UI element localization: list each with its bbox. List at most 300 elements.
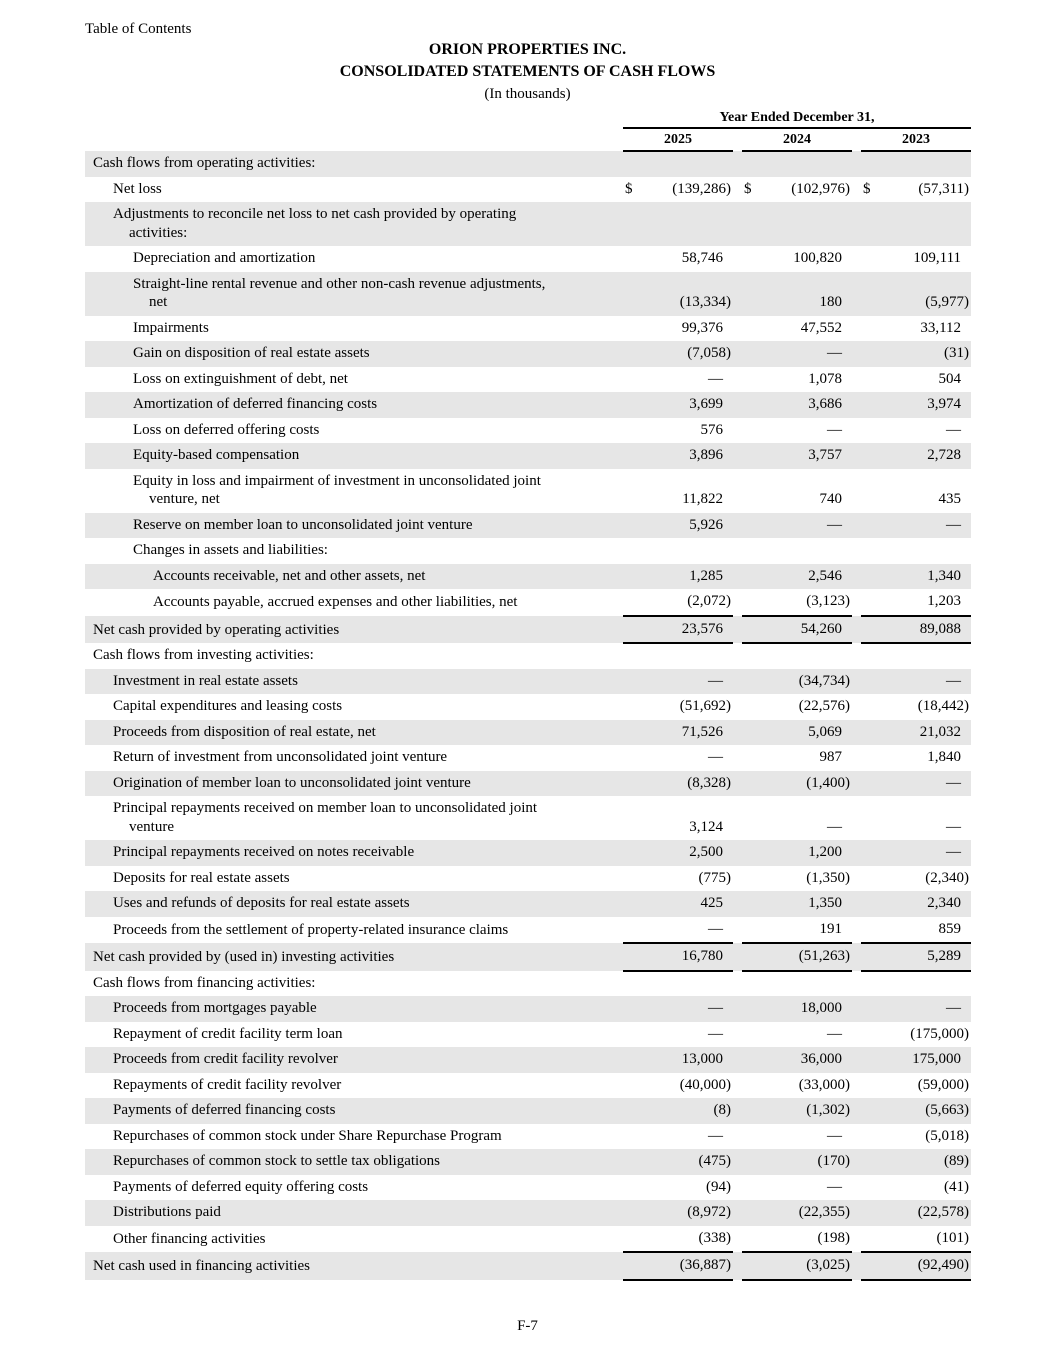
dollar-sign-cell <box>861 1022 883 1048</box>
value-cell: (7,058) <box>645 341 733 367</box>
cash-flow-statement-table <box>85 108 971 1281</box>
column-gap <box>852 694 861 720</box>
row-label: Equity-based compensation <box>85 443 623 469</box>
value-cell: (92,490) <box>883 1252 971 1280</box>
dollar-sign-cell <box>742 316 764 342</box>
table-row <box>85 796 971 840</box>
value-cell: 1,285 <box>645 564 733 590</box>
row-label: Loss on extinguishment of debt, net <box>133 370 348 387</box>
value-cell <box>883 538 971 564</box>
dollar-sign-cell <box>742 202 764 246</box>
column-gap <box>733 128 742 151</box>
value-cell <box>764 151 852 177</box>
value-cell <box>764 971 852 997</box>
table-row <box>85 316 971 342</box>
row-label: Investment in real estate assets <box>85 669 623 695</box>
value-cell <box>883 151 971 177</box>
document-title: CONSOLIDATED STATEMENTS OF CASH FLOWS <box>339 63 716 80</box>
column-gap <box>852 151 861 177</box>
dollar-sign-cell <box>623 1149 645 1175</box>
dollar-sign-cell <box>742 1252 764 1280</box>
column-gap <box>733 917 742 944</box>
value-cell: (1,350) <box>806 869 850 886</box>
column-gap <box>852 1252 861 1280</box>
value-cell: 13,000 <box>645 1047 733 1073</box>
row-label: Deposits for real estate assets <box>113 869 290 886</box>
table-row <box>85 1124 971 1150</box>
value-cell: (22,578) <box>883 1200 971 1226</box>
column-gap <box>852 1175 861 1201</box>
value-cell: (3,025) <box>764 1252 852 1280</box>
dollar-sign-cell <box>623 669 645 695</box>
table-row <box>85 202 971 246</box>
row-label: Cash flows from financing activities: <box>93 974 316 991</box>
row-label: Net cash used in financing activities <box>85 1252 623 1280</box>
column-gap <box>733 177 742 203</box>
value-cell: 1,078 <box>808 370 842 387</box>
dollar-sign-cell <box>861 771 883 797</box>
value-cell <box>883 971 971 997</box>
table-row <box>85 1200 971 1226</box>
dollar-sign-cell <box>623 272 645 316</box>
value-cell: — <box>883 669 971 695</box>
row-label: Return of investment from unconsolidated joint venture <box>113 749 448 765</box>
dollar-sign-cell <box>861 443 883 469</box>
units-note: (In thousands) <box>484 86 571 102</box>
dollar-sign-cell <box>861 564 883 590</box>
dollar-sign-cell <box>623 564 645 590</box>
table-row <box>85 745 971 771</box>
row-label: Gain on disposition of real estate assets <box>85 341 623 367</box>
row-label: Equity in loss and impairment of investment in unconsolidated joint venture, net <box>133 472 541 507</box>
year-column-2023: 2023 <box>861 128 971 151</box>
dollar-sign-cell <box>623 1073 645 1099</box>
row-label: Changes in assets and liabilities: <box>133 542 328 558</box>
dollar-sign-cell <box>623 151 645 177</box>
column-gap <box>733 538 742 564</box>
value-cell: 1,203 <box>883 589 971 616</box>
dollar-sign-cell <box>742 589 764 616</box>
year-column-2024: 2024 <box>742 128 852 151</box>
dollar-sign-cell <box>742 917 764 944</box>
column-gap <box>852 443 861 469</box>
value-cell: (101) <box>883 1226 971 1253</box>
dollar-sign-cell <box>623 392 645 418</box>
value-cell: 3,757 <box>764 443 852 469</box>
dollar-sign-cell <box>861 745 883 771</box>
column-gap <box>852 996 861 1022</box>
dollar-sign-cell <box>742 771 764 797</box>
value-cell: 175,000 <box>883 1047 971 1073</box>
dollar-sign-cell <box>742 745 764 771</box>
column-gap <box>852 513 861 539</box>
value-cell: 5,069 <box>764 720 852 746</box>
column-gap <box>733 1175 742 1201</box>
table-row <box>85 891 971 917</box>
value-cell: — <box>883 513 971 539</box>
dollar-sign-cell <box>742 1047 764 1073</box>
value-cell: 180 <box>764 272 852 316</box>
value-cell: (57,311) <box>918 180 970 197</box>
value-cell: (2,072) <box>645 589 733 616</box>
value-cell: (33,000) <box>798 1076 850 1093</box>
row-label: Proceeds from the settlement of property-related insurance claims <box>113 921 509 938</box>
column-gap <box>852 917 861 944</box>
column-gap <box>852 1098 861 1124</box>
value-cell: (8,328) <box>645 771 733 797</box>
page-number: F-7 <box>517 1318 538 1334</box>
column-gap <box>733 943 742 971</box>
table-row <box>85 866 971 892</box>
dollar-sign-cell <box>742 866 764 892</box>
value-cell: (13,334) <box>645 272 733 316</box>
value-cell: 99,376 <box>681 319 723 336</box>
dollar-sign-cell <box>623 1175 645 1201</box>
column-gap <box>852 643 861 669</box>
value-cell: — <box>708 1025 723 1042</box>
table-row <box>85 513 971 539</box>
value-cell: — <box>883 771 971 797</box>
column-gap <box>733 996 742 1022</box>
row-label: Payments of deferred financing costs <box>85 1098 623 1124</box>
value-cell: (5,977) <box>883 272 971 316</box>
value-cell: (338) <box>645 1226 733 1253</box>
dollar-sign-cell <box>623 840 645 866</box>
dollar-sign-cell <box>742 996 764 1022</box>
value-cell <box>645 538 733 564</box>
value-cell: — <box>645 669 733 695</box>
year-header-row <box>85 128 971 151</box>
dollar-sign-cell <box>861 643 883 669</box>
column-gap <box>733 745 742 771</box>
value-cell: — <box>708 749 723 765</box>
row-label: Loss on deferred offering costs <box>133 421 320 438</box>
dollar-sign-cell <box>861 1175 883 1201</box>
value-cell: 54,260 <box>764 616 852 644</box>
dollar-sign-cell <box>623 1252 645 1280</box>
table-of-contents-link[interactable]: Table of Contents <box>85 21 192 37</box>
dollar-sign-cell <box>623 367 645 393</box>
value-cell: — <box>883 840 971 866</box>
table-row <box>85 669 971 695</box>
dollar-sign-cell <box>861 246 883 272</box>
dollar-sign-cell <box>623 616 645 644</box>
dollar-sign-cell <box>742 796 764 840</box>
column-gap <box>852 1047 861 1073</box>
dollar-sign-cell <box>742 272 764 316</box>
column-gap <box>733 1226 742 1253</box>
dollar-sign-cell <box>742 1073 764 1099</box>
row-label: Principal repayments received on member loan to unconsolidated joint venture <box>113 800 538 835</box>
column-gap <box>733 720 742 746</box>
company-name: ORION PROPERTIES INC. <box>428 41 627 58</box>
column-gap <box>733 272 742 316</box>
value-cell: — <box>827 1127 842 1144</box>
value-cell: — <box>946 421 962 438</box>
column-gap <box>733 971 742 997</box>
column-gap <box>852 367 861 393</box>
dollar-sign-cell <box>861 996 883 1022</box>
table-row <box>85 694 971 720</box>
dollar-sign-cell <box>623 971 645 997</box>
table-row <box>85 1226 971 1253</box>
table-row <box>85 1073 971 1099</box>
dollar-sign-cell <box>861 694 883 720</box>
column-gap <box>733 418 742 444</box>
column-gap <box>852 316 861 342</box>
dollar-sign-cell <box>861 796 883 840</box>
column-gap <box>852 891 861 917</box>
dollar-sign-cell <box>623 771 645 797</box>
row-label: Proceeds from mortgages payable <box>85 996 623 1022</box>
value-cell: (775) <box>698 869 731 886</box>
value-cell: — <box>708 1127 723 1144</box>
dollar-sign-cell <box>623 1226 645 1253</box>
row-label: Principal repayments received on notes receivable <box>85 840 623 866</box>
dollar-sign-cell <box>623 796 645 840</box>
column-gap <box>733 246 742 272</box>
dollar-sign-cell: $ <box>625 180 633 197</box>
dollar-sign-cell <box>623 246 645 272</box>
column-gap <box>733 1022 742 1048</box>
dollar-sign-cell <box>861 272 883 316</box>
value-cell: — <box>645 996 733 1022</box>
value-cell: (59,000) <box>917 1076 970 1093</box>
dollar-sign-cell <box>861 1149 883 1175</box>
value-cell: (31) <box>883 341 971 367</box>
value-cell <box>883 202 971 246</box>
column-gap <box>733 1098 742 1124</box>
value-cell: 2,500 <box>645 840 733 866</box>
value-cell: (34,734) <box>764 669 852 695</box>
column-gap <box>852 943 861 971</box>
dollar-sign-cell <box>861 616 883 644</box>
row-label: Capital expenditures and leasing costs <box>113 698 343 714</box>
row-label: Repayment of credit facility term loan <box>113 1025 343 1042</box>
dollar-sign-cell <box>861 1252 883 1280</box>
dollar-sign-cell <box>861 1200 883 1226</box>
value-cell: 3,699 <box>645 392 733 418</box>
column-gap <box>852 418 861 444</box>
table-row <box>85 917 971 944</box>
dollar-sign-cell <box>623 538 645 564</box>
value-cell: 3,896 <box>645 443 733 469</box>
value-cell: — <box>708 370 723 387</box>
column-gap <box>733 1073 742 1099</box>
dollar-sign-cell <box>623 720 645 746</box>
row-label: Repayments of credit facility revolver <box>113 1076 342 1093</box>
row-label: Cash flows from investing activities: <box>93 647 314 663</box>
column-gap <box>733 1200 742 1226</box>
period-header: Year Ended December 31, <box>623 108 971 128</box>
dollar-sign-cell <box>742 418 764 444</box>
value-cell: 21,032 <box>883 720 971 746</box>
dollar-sign-cell <box>861 866 883 892</box>
column-gap <box>852 538 861 564</box>
value-cell: (22,355) <box>764 1200 852 1226</box>
dollar-sign-cell: $ <box>744 180 752 197</box>
column-gap <box>852 246 861 272</box>
table-row <box>85 840 971 866</box>
header-spacer <box>85 128 623 151</box>
dollar-sign-cell <box>742 1022 764 1048</box>
dollar-sign-cell <box>623 469 645 513</box>
dollar-sign-cell <box>742 1200 764 1226</box>
value-cell: 987 <box>819 749 842 765</box>
column-gap <box>733 796 742 840</box>
dollar-sign-cell <box>861 151 883 177</box>
table-row <box>85 418 971 444</box>
dollar-sign-cell <box>742 669 764 695</box>
row-label: Other financing activities <box>113 1230 266 1247</box>
value-cell: (1,302) <box>764 1098 852 1124</box>
value-cell: (139,286) <box>672 180 731 197</box>
row-label: Net loss <box>113 180 162 197</box>
row-label: Straight-line rental revenue and other non-cash revenue adjustments, net <box>85 272 623 316</box>
column-gap <box>733 589 742 616</box>
dollar-sign-cell <box>742 1175 764 1201</box>
column-gap <box>852 589 861 616</box>
value-cell: 58,746 <box>681 250 723 266</box>
column-gap <box>852 469 861 513</box>
value-cell: 33,112 <box>920 319 962 336</box>
value-cell: (5,018) <box>925 1127 970 1144</box>
dollar-sign-cell <box>861 469 883 513</box>
column-gap <box>733 1047 742 1073</box>
row-label: Net cash provided by (used in) investing activities <box>85 943 623 971</box>
column-gap <box>733 367 742 393</box>
dollar-sign-cell <box>742 341 764 367</box>
dollar-sign-cell <box>623 202 645 246</box>
value-cell: 71,526 <box>645 720 733 746</box>
dollar-sign-cell <box>861 367 883 393</box>
table-row <box>85 589 971 616</box>
dollar-sign-cell <box>861 669 883 695</box>
period-header-row <box>85 108 971 128</box>
value-cell: (41) <box>944 1178 970 1195</box>
row-label: Accounts receivable, net and other assets, net <box>85 564 623 590</box>
column-gap <box>852 1022 861 1048</box>
value-cell: (198) <box>764 1226 852 1253</box>
value-cell: — <box>827 1178 842 1195</box>
value-cell: 36,000 <box>764 1047 852 1073</box>
dollar-sign-cell <box>623 917 645 944</box>
value-cell: 89,088 <box>883 616 971 644</box>
value-cell: (2,340) <box>925 869 970 886</box>
value-cell: 425 <box>645 891 733 917</box>
row-label: Distributions paid <box>85 1200 623 1226</box>
row-label: Net cash provided by operating activities <box>85 616 623 644</box>
dollar-sign-cell <box>623 694 645 720</box>
row-label: Impairments <box>133 319 209 336</box>
row-label: Adjustments to reconcile net loss to net cash provided by operating activities: <box>85 202 623 246</box>
dollar-sign-cell <box>742 1098 764 1124</box>
column-gap <box>733 1252 742 1280</box>
dollar-sign-cell <box>623 866 645 892</box>
dollar-sign-cell <box>623 443 645 469</box>
value-cell: 1,840 <box>927 749 962 765</box>
value-cell <box>645 971 733 997</box>
row-label: Repurchases of common stock under Share Repurchase Program <box>113 1127 502 1144</box>
dollar-sign-cell <box>623 341 645 367</box>
value-cell: (18,442) <box>917 698 970 714</box>
row-label: Repurchases of common stock to settle tax obligations <box>85 1149 623 1175</box>
dollar-sign-cell <box>742 694 764 720</box>
table-row <box>85 643 971 669</box>
column-gap <box>852 1226 861 1253</box>
value-cell: 5,926 <box>645 513 733 539</box>
value-cell: — <box>827 1025 842 1042</box>
table-row <box>85 177 971 203</box>
column-gap <box>852 202 861 246</box>
dollar-sign-cell <box>742 513 764 539</box>
value-cell <box>645 151 733 177</box>
value-cell: 3,124 <box>689 818 723 835</box>
value-cell: — <box>764 513 852 539</box>
table-row <box>85 538 971 564</box>
dollar-sign-cell <box>861 1098 883 1124</box>
dollar-sign-cell <box>861 943 883 971</box>
dollar-sign-cell <box>742 538 764 564</box>
row-label: Proceeds from disposition of real estate, net <box>85 720 623 746</box>
table-row <box>85 1252 971 1280</box>
value-cell <box>764 202 852 246</box>
column-gap <box>852 866 861 892</box>
value-cell: 504 <box>938 370 962 387</box>
dollar-sign-cell <box>861 316 883 342</box>
value-cell: (3,123) <box>764 589 852 616</box>
value-cell: 2,546 <box>764 564 852 590</box>
value-cell: (51,263) <box>764 943 852 971</box>
year-column-2025: 2025 <box>623 128 733 151</box>
value-cell: (40,000) <box>679 1076 731 1093</box>
value-cell <box>883 643 971 669</box>
table-row <box>85 272 971 316</box>
dollar-sign-cell: $ <box>863 180 871 197</box>
column-gap <box>852 1200 861 1226</box>
column-gap <box>733 341 742 367</box>
column-gap <box>733 1149 742 1175</box>
table-row <box>85 564 971 590</box>
dollar-sign-cell <box>861 1073 883 1099</box>
value-cell: 23,576 <box>645 616 733 644</box>
value-cell <box>764 643 852 669</box>
dollar-sign-cell <box>623 1022 645 1048</box>
dollar-sign-cell <box>742 616 764 644</box>
dollar-sign-cell <box>861 418 883 444</box>
dollar-sign-cell <box>623 643 645 669</box>
value-cell: 11,822 <box>682 491 723 507</box>
table-row <box>85 996 971 1022</box>
table-row <box>85 341 971 367</box>
value-cell <box>764 538 852 564</box>
table-row <box>85 367 971 393</box>
value-cell: 191 <box>764 917 852 944</box>
column-gap <box>852 720 861 746</box>
dollar-sign-cell <box>742 1124 764 1150</box>
dollar-sign-cell <box>861 341 883 367</box>
value-cell: 109,111 <box>913 250 962 266</box>
value-cell: 859 <box>883 917 971 944</box>
value-cell: 47,552 <box>800 319 842 336</box>
value-cell: 435 <box>938 491 962 507</box>
dollar-sign-cell <box>861 392 883 418</box>
table-row <box>85 1098 971 1124</box>
row-label: Amortization of deferred financing costs <box>85 392 623 418</box>
dollar-sign-cell <box>742 891 764 917</box>
dollar-sign-cell <box>742 643 764 669</box>
column-gap <box>733 694 742 720</box>
